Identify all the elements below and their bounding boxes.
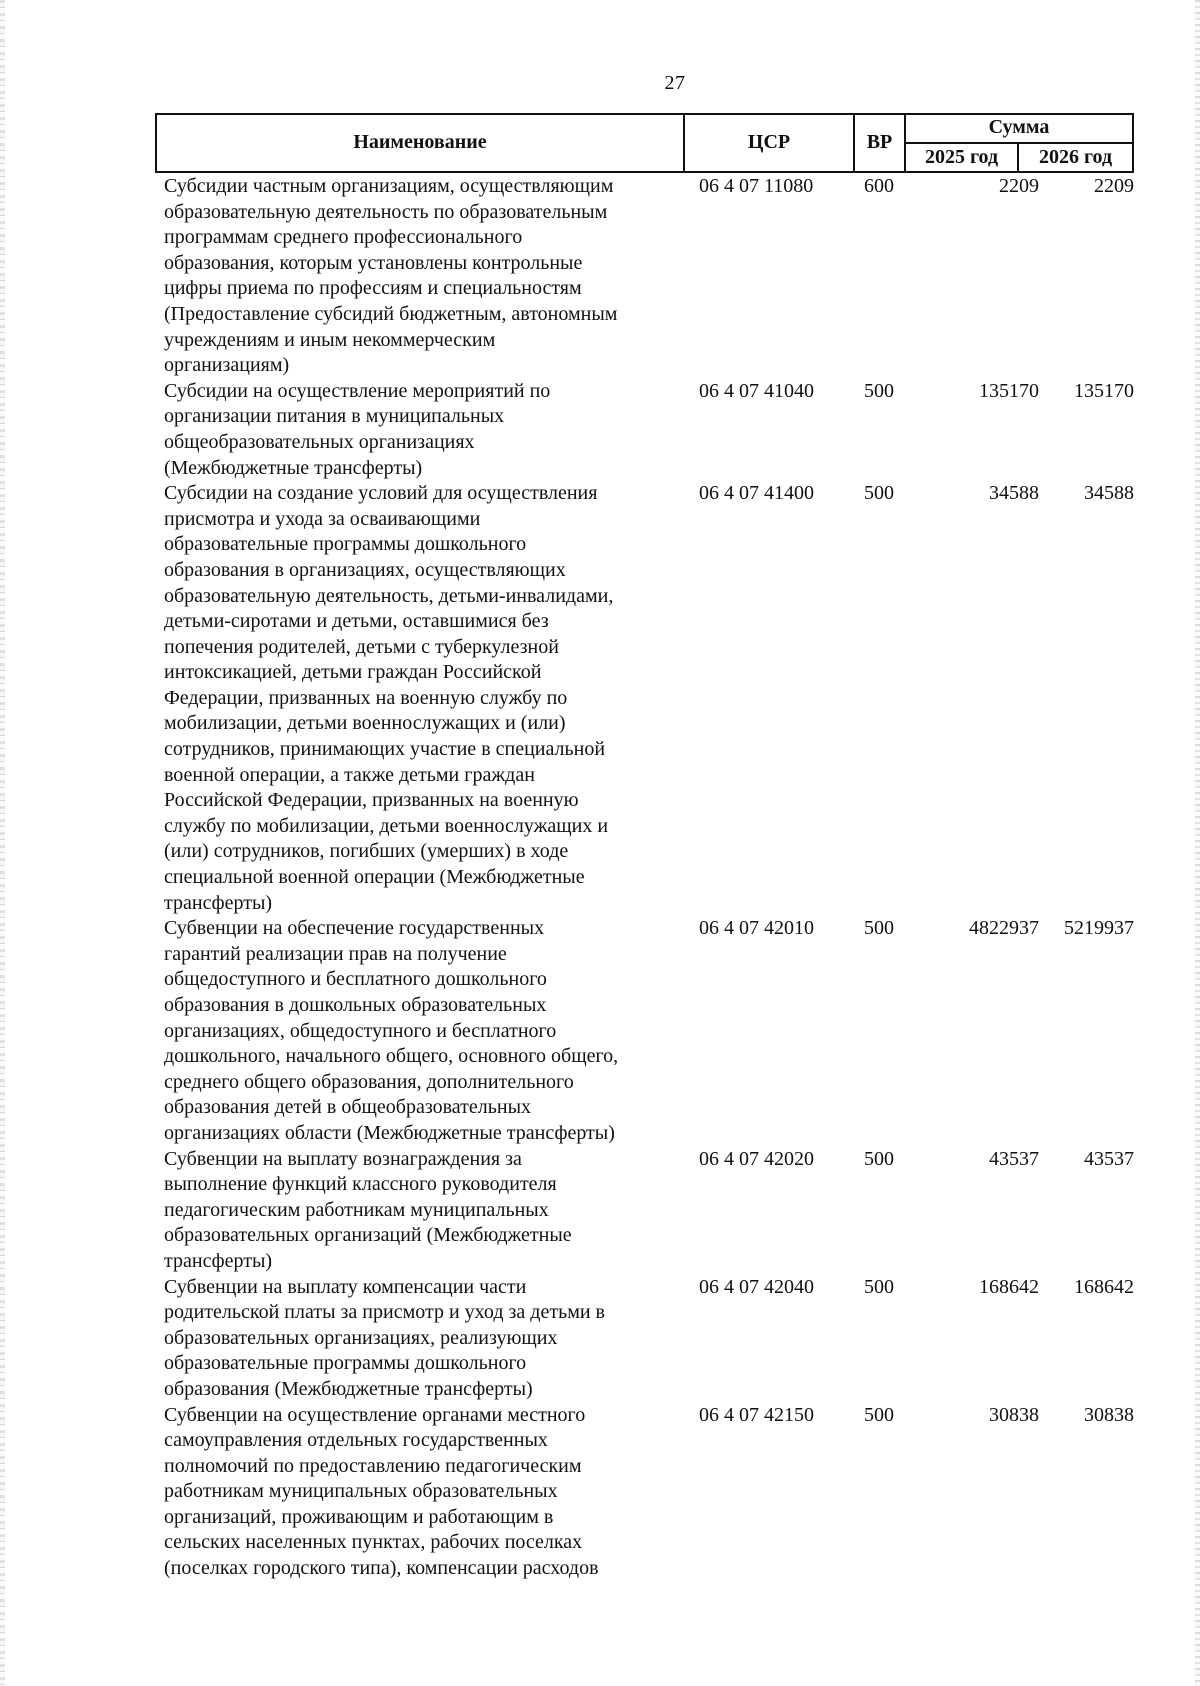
row-name-line: цифры приема по профессиям и специальностям <box>164 277 582 300</box>
row-name-line: организации питания в муниципальных <box>164 405 505 428</box>
row-sum-2026: 168642 <box>1074 1275 1134 1298</box>
table-body <box>164 174 1134 1582</box>
row-name-line: самоуправления отдельных государственных <box>164 1429 548 1452</box>
row-name-line: Федерации, призванных на военную службу по <box>164 686 568 709</box>
row-vr: 500 <box>864 1403 894 1426</box>
table-row <box>164 916 1134 1146</box>
page-number: 27 <box>664 72 686 94</box>
header-bottom-border <box>155 171 1134 173</box>
row-name-line: (поселках городского типа), компенсации расходов <box>164 1557 599 1580</box>
row-name-line: среднего общего образования, дополнительного <box>164 1070 574 1093</box>
row-csr: 06 4 07 41040 <box>699 379 814 402</box>
row-sum-2026: 43537 <box>1084 1147 1134 1170</box>
row-name-line: организаций, проживающим и работающим в <box>164 1505 554 1528</box>
row-name-line: Российской Федерации, призванных на военную <box>164 789 579 812</box>
row-name-line: образования в дошкольных образовательных <box>164 994 547 1016</box>
row-name-line: работникам муниципальных образовательных <box>164 1480 558 1503</box>
row-name <box>164 481 674 916</box>
row-sum-2025: 2209 <box>999 175 1039 197</box>
table-row <box>164 174 1134 379</box>
row-name-line: образовательных организаций (Межбюджетные <box>164 1224 572 1247</box>
row-name-line: организациях, общедоступного и бесплатного <box>164 1019 557 1042</box>
row-name <box>164 1403 674 1582</box>
row-csr: 06 4 07 42010 <box>699 917 814 940</box>
row-name-line: образования (Межбюджетные трансферты) <box>164 1377 533 1400</box>
row-sum-2025: 30838 <box>989 1403 1039 1426</box>
row-name-line: интоксикацией, детьми граждан Российской <box>164 661 542 684</box>
row-csr: 06 4 07 11080 <box>699 175 814 197</box>
row-name-line: трансферты) <box>164 1249 273 1272</box>
row-csr: 06 4 07 42150 <box>699 1403 814 1426</box>
row-name-line: мобилизации, детьми военнослужащих и (или) <box>164 712 566 735</box>
scan-edge-left <box>0 0 5 1686</box>
row-name-line: Субсидии на создание условий для осуществления <box>164 482 598 505</box>
row-name-line: организациях области (Межбюджетные трансферты) <box>164 1121 615 1144</box>
row-csr: 06 4 07 42020 <box>699 1147 814 1170</box>
row-vr: 500 <box>864 482 894 505</box>
row-name-line: образования в организациях, осуществляющих <box>164 558 566 581</box>
row-sum-2026: 2209 <box>1094 175 1134 197</box>
header-year-2025: 2025 год <box>924 146 999 168</box>
row-vr: 500 <box>864 917 894 940</box>
row-name <box>164 916 674 1146</box>
row-name-line: присмотра и ухода за осваивающими <box>164 507 481 530</box>
row-sum-2025: 135170 <box>979 379 1039 402</box>
row-name-line: родительской платы за присмотр и уход за детьми в <box>164 1301 605 1324</box>
row-name <box>164 379 674 481</box>
row-name-line: сельских населенных пунктах, рабочих поселках <box>164 1531 583 1554</box>
row-sum-2025: 43537 <box>989 1147 1039 1170</box>
row-name-line: гарантий реализации прав на получение <box>164 942 507 965</box>
row-name-line: дошкольного, начального общего, основного общего, <box>164 1045 619 1068</box>
row-name-line: детьми-сиротами и детьми, оставшимися без <box>164 610 549 633</box>
row-name-line: Субвенции на осуществление органами местного <box>164 1403 586 1426</box>
row-name-line: полномочий по предоставлению педагогическим <box>164 1454 582 1477</box>
row-name-line: образовательную деятельность по образовательным <box>164 200 608 223</box>
row-name-line: образования, которым установлены контрольные <box>164 251 583 274</box>
row-name-line: образовательные программы дошкольного <box>164 533 527 556</box>
row-name-line: общедоступного и бесплатного дошкольного <box>164 968 547 991</box>
header-sum: Сумма <box>988 116 1050 138</box>
row-name-line: учреждениям и иным некоммерческим <box>164 328 496 351</box>
row-vr: 500 <box>864 1147 894 1170</box>
table-row <box>164 481 1134 916</box>
row-name-line: общеобразовательных организациях <box>164 430 475 453</box>
row-sum-2026: 34588 <box>1084 482 1134 505</box>
row-name-line: программам среднего профессионального <box>164 226 523 249</box>
row-name-line: Субвенции на выплату компенсации части <box>164 1275 527 1298</box>
header-name: Наименование <box>353 130 487 153</box>
row-csr: 06 4 07 42040 <box>699 1275 814 1298</box>
header-vr: ВР <box>866 130 893 153</box>
table-row <box>164 1403 1134 1582</box>
row-name-line: Субсидии частным организациям, осуществляющим <box>164 175 614 197</box>
row-name-line: попечения родителей, детьми с туберкулезной <box>164 635 559 658</box>
row-name-line: организациям) <box>164 354 290 377</box>
row-sum-2026: 30838 <box>1084 1403 1134 1426</box>
row-name-line: (Межбюджетные трансферты) <box>164 456 423 479</box>
row-name-line: сотрудников, принимающих участие в специальной <box>164 738 606 761</box>
row-vr: 500 <box>864 379 894 402</box>
table-row <box>164 1275 1134 1403</box>
row-sum-2025: 4822937 <box>969 917 1039 940</box>
row-name <box>164 1147 674 1275</box>
row-vr: 600 <box>864 175 894 197</box>
header-csr: ЦСР <box>747 130 791 153</box>
row-name-line: образовательную деятельность, детьми-инвалидами, <box>164 584 614 607</box>
row-name-line: педагогическим работникам муниципальных <box>164 1198 549 1221</box>
row-name-line: выполнение функций классного руководителя <box>164 1173 557 1196</box>
row-name-line: (или) сотрудников, погибших (умерших) в ходе <box>164 840 569 863</box>
row-csr: 06 4 07 41400 <box>699 482 814 505</box>
table-row <box>164 379 1134 481</box>
row-name-line: образовательных организациях, реализующих <box>164 1326 558 1349</box>
row-sum-2025: 168642 <box>979 1275 1039 1298</box>
row-name <box>164 174 674 379</box>
row-name-line: службу по мобилизации, детьми военнослужащих и <box>164 814 609 837</box>
row-sum-2026: 5219937 <box>1064 917 1134 940</box>
row-name-line: Субвенции на выплату вознаграждения за <box>164 1147 522 1170</box>
row-name-line: Субсидии на осуществление мероприятий по <box>164 379 551 402</box>
row-name-line: военной операции, а также детьми граждан <box>164 763 535 786</box>
table-row <box>164 1147 1134 1275</box>
row-name <box>164 1275 674 1403</box>
header-year-2026: 2026 год <box>1038 146 1113 168</box>
row-sum-2025: 34588 <box>989 482 1039 505</box>
row-name-line: специальной военной операции (Межбюджетные <box>164 866 585 889</box>
row-name-line: образовательные программы дошкольного <box>164 1352 527 1375</box>
row-sum-2026: 135170 <box>1074 379 1134 402</box>
row-name-line: образования детей в общеобразовательных <box>164 1096 532 1119</box>
scan-edge-right <box>1195 0 1200 1686</box>
row-name-line: Субвенции на обеспечение государственных <box>164 917 545 940</box>
table-header <box>155 113 1134 173</box>
row-name-line: трансферты) <box>164 891 273 914</box>
row-name-line: (Предоставление субсидий бюджетным, автономным <box>164 302 618 325</box>
row-vr: 500 <box>864 1275 894 1298</box>
